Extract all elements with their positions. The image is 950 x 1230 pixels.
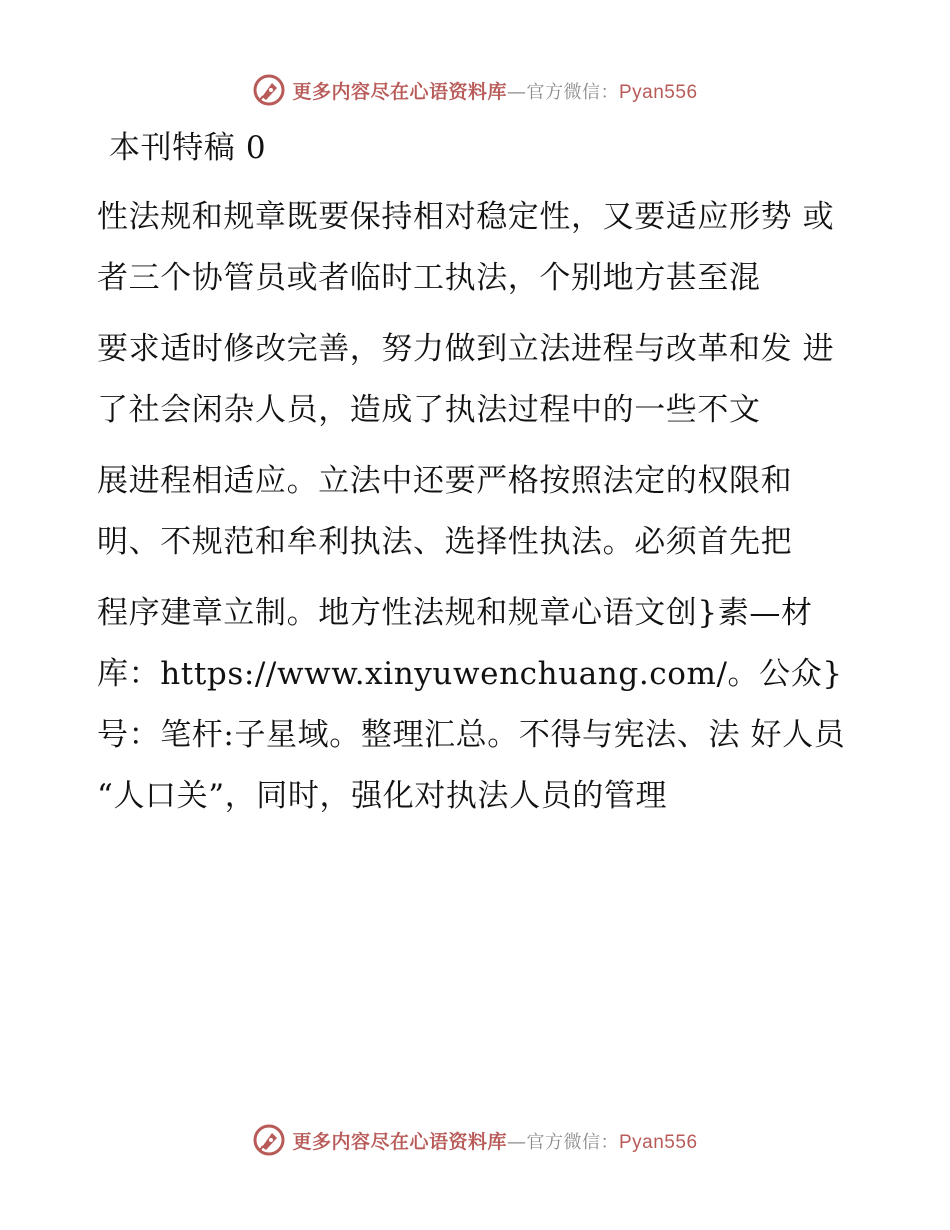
paragraph-3: 展进程相适应。立法中还要严格按照法定的权限和 明、不规范和牟利执法、选择性执法。必须首先把 <box>97 463 793 560</box>
pen-nib-logo-icon <box>252 1123 286 1157</box>
header-banner-wechat-label: 官方微信： <box>526 81 619 103</box>
footer-banner <box>0 1120 950 1160</box>
footer-banner-wechat-id: Pyan556 <box>619 1131 698 1153</box>
paragraph-4: 程序建章立制。地方性法规和规章心语文创}素—材库：https://www.xinyuwenchuang.com/。公众}号：笔杆:子星域。整理汇总。不得与宪法、法 好人员 “人口关”，同时，强化对执法人员的管理 <box>97 595 846 814</box>
section-heading: 本刊特稿 0 <box>109 130 267 166</box>
footer-banner-main: 更多内容尽在心语资料库 <box>292 1130 507 1153</box>
header-banner-wechat-id: Pyan556 <box>619 81 698 103</box>
header-banner-text <box>292 77 697 104</box>
pen-nib-logo-icon <box>252 73 286 107</box>
header-banner-separator: — <box>507 80 527 103</box>
header-banner-main: 更多内容尽在心语资料库 <box>292 80 507 103</box>
footer-banner-text <box>292 1127 697 1154</box>
paragraph-1: 性法规和规章既要保持相对稳定性，又要适应形势 或者三个协管员或者临时工执法，个别地方甚至混 <box>97 199 835 296</box>
footer-banner-separator: — <box>507 1130 527 1153</box>
header-banner <box>0 70 950 110</box>
paragraph-2: 要求适时修改完善，努力做到立法进程与改革和发 进了社会闲杂人员，造成了执法过程中的一些不文 <box>97 331 835 428</box>
footer-banner-wechat-label: 官方微信： <box>526 1131 619 1153</box>
document-body <box>97 118 857 837</box>
